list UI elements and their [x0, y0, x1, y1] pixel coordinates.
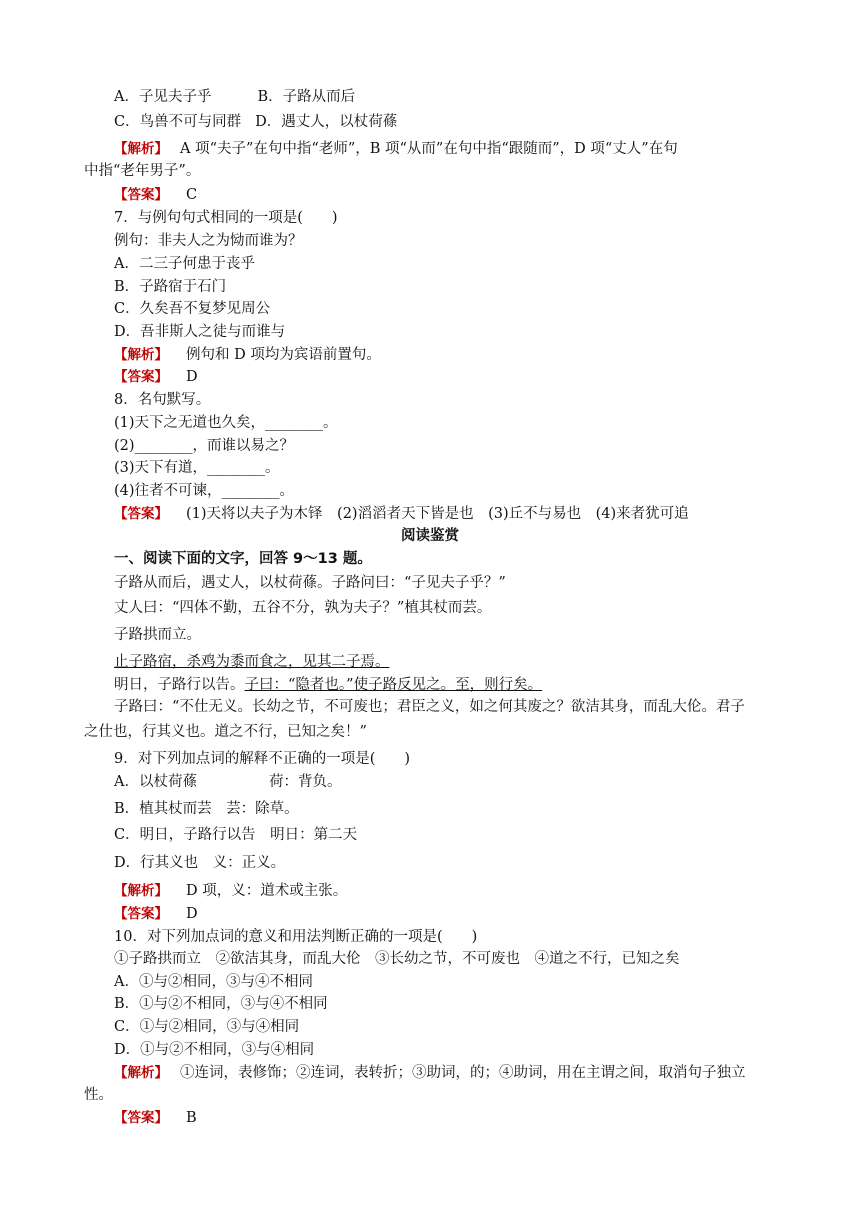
q6-option-d: D．遇丈人，以杖荷蓧	[255, 114, 398, 130]
part1-title: 一、阅读下面的文字，回答 9～13 题。	[114, 551, 372, 567]
q9-option-a	[114, 771, 341, 793]
q8-line-2: (2)________，而谁以易之？	[114, 438, 295, 454]
passage-paragraph-6-line-2: 之仕也，行其义也。道之不行，已知之矣！”	[84, 724, 367, 740]
q9-analysis-text: D 项，义：道术或主张。	[186, 883, 348, 899]
q6-answer-value: C	[186, 187, 198, 203]
analysis-tag: 【解析】	[114, 883, 168, 899]
q7-option-a: A．二三子何患于丧乎	[114, 256, 255, 272]
q6-answer	[114, 184, 197, 206]
answer-tag: 【答案】	[114, 906, 168, 922]
passage-paragraph-6-line-1: 子路曰：“不仕无义。长幼之节，不可废也；君臣之义，如之何其废之？欲洁其身，而乱大伦。君子	[114, 699, 745, 715]
q8-answer-value: (1)天将以夫子为木铎 (2)滔滔者天下皆是也 (3)丘不与易也 (4)来者犹可追	[186, 506, 689, 522]
q9-answer-value: D	[186, 906, 198, 922]
q9-analysis	[114, 880, 347, 902]
q7-option-c: C．久矣吾不复梦见周公	[114, 301, 271, 317]
q7-answer	[114, 366, 198, 388]
q7-stem: 7．与例句句式相同的一项是( )	[114, 210, 338, 226]
q10-analysis	[114, 1062, 746, 1084]
answer-tag: 【答案】	[114, 1110, 168, 1126]
answer-tag: 【答案】	[114, 369, 168, 385]
section-title: 阅读鉴赏	[401, 528, 459, 544]
q9-option-a-text: A．以杖荷蓧	[114, 774, 197, 790]
q9-option-a-gloss: 荷：背负。	[268, 774, 342, 790]
q10-answer-value: B	[186, 1110, 197, 1126]
q8-line-3: (3)天下有道，________。	[114, 460, 280, 476]
passage-paragraph-5a: 明日，子路行以告。	[114, 677, 245, 693]
q7-analysis-text: 例句和 D 项均为宾语前置句。	[186, 347, 381, 363]
q9-answer	[114, 903, 198, 925]
q9-option-d: D．行其义也 义：正义。	[114, 855, 286, 871]
q10-analysis-text-2: 性。	[84, 1087, 113, 1103]
answer-tag: 【答案】	[114, 187, 168, 203]
passage-paragraph-1: 子路从而后，遇丈人，以杖荷蓧。子路问曰：“子见夫子乎？”	[114, 575, 506, 591]
q10-option-c: C．①与②相同，③与④相同	[114, 1019, 300, 1035]
analysis-tag: 【解析】	[114, 347, 168, 363]
q9-option-b: B．植其杖而芸 芸：除草。	[114, 801, 299, 817]
q6-analysis	[114, 138, 678, 160]
analysis-tag: 【解析】	[114, 1065, 168, 1081]
q8-answer	[114, 503, 689, 525]
q8-line-1: (1)天下之无道也久矣，________。	[114, 415, 338, 431]
q7-analysis	[114, 344, 381, 366]
q10-option-a: A．①与②相同，③与④不相同	[114, 974, 313, 990]
q9-option-c: C．明日，子路行以告 明日：第二天	[114, 827, 358, 843]
q6-option-b: B．子路从而后	[257, 89, 356, 105]
q7-option-d: D．吾非斯人之徒与而谁与	[114, 324, 286, 340]
analysis-tag: 【解析】	[114, 141, 168, 157]
passage-paragraph-5	[114, 674, 542, 696]
q7-option-b: B．子路宿于石门	[114, 279, 227, 295]
q10-option-b: B．①与②不相同，③与④不相同	[114, 996, 328, 1012]
q8-stem: 8．名句默写。	[114, 392, 211, 408]
q6-option-a: A．子见夫子乎	[114, 89, 212, 105]
q8-line-4: (4)往者不可谏，________。	[114, 483, 295, 499]
q10-analysis-text-1: ①连词，表修饰；②连词，表转折；③助词，的；④助词，用在主谓之间，取消句子独立	[180, 1065, 746, 1081]
passage-paragraph-4-underlined: 止子路宿，杀鸡为黍而食之，见其二子焉。	[114, 654, 390, 670]
passage-paragraph-5b-underlined: 子曰：“隐者也。”使子路反见之。至，则行矣。	[244, 677, 543, 693]
q10-items: ①子路拱而立 ②欲洁其身，而乱大伦 ③长幼之节，不可废也 ④道之不行，已知之矣	[114, 951, 680, 967]
q7-answer-value: D	[186, 369, 198, 385]
answer-tag: 【答案】	[114, 506, 168, 522]
q6-options-row2	[114, 111, 397, 133]
q6-analysis-text-2: 中指“老年男子”。	[84, 163, 201, 179]
q10-stem: 10．对下列加点词的意义和用法判断正确的一项是( )	[114, 929, 478, 945]
q6-analysis-text-1: A 项“夫子”在句中指“老师”，B 项“从而”在句中指“跟随而”，D 项“丈人”在句	[180, 141, 678, 157]
q10-option-d: D．①与②不相同，③与④相同	[114, 1042, 315, 1058]
q10-answer	[114, 1107, 197, 1129]
passage-paragraph-2: 丈人曰：“四体不勤，五谷不分，孰为夫子？”植其杖而芸。	[114, 600, 492, 616]
q9-stem: 9．对下列加点词的解释不正确的一项是( )	[114, 751, 411, 767]
q6-options-row1	[114, 86, 355, 108]
q6-option-c: C．鸟兽不可与同群	[114, 114, 242, 130]
q7-example: 例句：非夫人之为恸而谁为？	[114, 233, 303, 249]
passage-paragraph-3: 子路拱而立。	[114, 627, 201, 643]
